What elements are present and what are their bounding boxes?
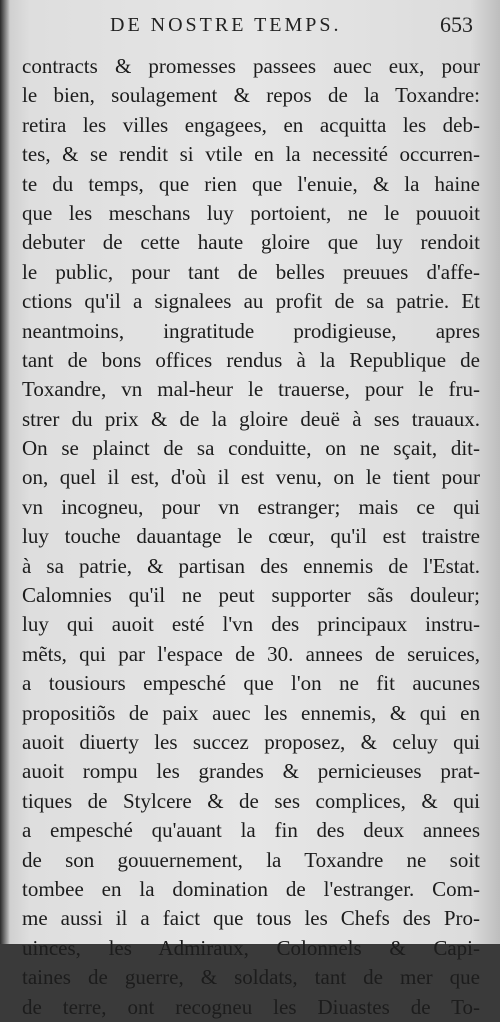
text-line: de terre, ont recogneu les Diuastes de To-	[22, 994, 480, 1019]
body-text	[22, 52, 480, 1022]
text-line: taines de guerre, & soldats, tant de mer que	[22, 965, 480, 990]
text-line: Calomnies qu'il ne peut supporter sãs douleur;	[22, 583, 480, 608]
text-line: on, quel il est, d'où il est venu, on le tient pour	[22, 465, 480, 490]
text-line: Toxandre, vn mal-heur le trauerse, pour le fru-	[22, 377, 480, 402]
running-title: DE NOSTRE TEMPS.	[110, 14, 342, 36]
text-line: vn incogneu, pour vn estranger; mais ce qui	[22, 494, 480, 519]
text-line: tes, & se rendit si vtile en la necessité occurren-	[22, 142, 480, 167]
text-line: à sa patrie, & partisan des ennemis de l'Estat.	[22, 553, 480, 578]
text-line: te du temps, que rien que l'enuie, & la haine	[22, 171, 480, 196]
text-line: que les meschans luy portoient, ne le pouuoit	[22, 200, 480, 225]
text-line: le bien, soulagement & repos de la Toxandre:	[22, 83, 480, 108]
text-line: uinces, les Admiraux, Colonnels & Capi-	[22, 935, 480, 960]
text-line: mẽts, qui par l'espace de 30. annees de seruices,	[22, 641, 480, 666]
text-line: auoit rompu les grandes & pernicieuses prat-	[22, 759, 480, 784]
text-line: de son gouuernement, la Toxandre ne soit	[22, 847, 480, 872]
text-line: me aussi il a faict que tous les Chefs des Pro-	[22, 906, 480, 931]
text-line: a tousiours empesché que l'on ne fit aucunes	[22, 671, 480, 696]
page-number: 653	[440, 12, 473, 37]
text-line: retira les villes engagees, en acquitta les deb-	[22, 112, 480, 137]
text-line: propositiõs de paix auec les ennemis, & qui en	[22, 700, 480, 725]
text-line: neantmoins, ingratitude prodigieuse, apres	[22, 318, 480, 343]
text-line: luy qui auoit esté l'vn des principaux instru-	[22, 612, 480, 637]
text-line: tiques de Stylcere & de ses complices, & qui	[22, 788, 480, 813]
text-line: tant de bons offices rendus à la Republique de	[22, 347, 480, 372]
text-line: tombee en la domination de l'estranger. Com-	[22, 876, 480, 901]
text-line: luy touche dauantage le cœur, qu'il est traistre	[22, 524, 480, 549]
text-line: le public, pour tant de belles preuues d'affe-	[22, 259, 480, 284]
text-line: debuter de cette haute gloire que luy rendoit	[22, 230, 480, 255]
text-line: contracts & promesses passees auec eux, pour	[22, 54, 480, 78]
text-line: a empesché qu'auant la fin des deux annees	[22, 818, 480, 843]
running-head	[0, 8, 500, 44]
text-line: strer du prix & de la gloire deuë à ses trauaux.	[22, 406, 480, 431]
text-line: On se plainct de sa conduitte, on ne sçait, dit-	[22, 436, 480, 461]
text-line: ctions qu'il a signalees au profit de sa patrie. Et	[22, 289, 480, 314]
text-line: auoit diuerty les succez proposez, & celuy qui	[22, 729, 480, 754]
